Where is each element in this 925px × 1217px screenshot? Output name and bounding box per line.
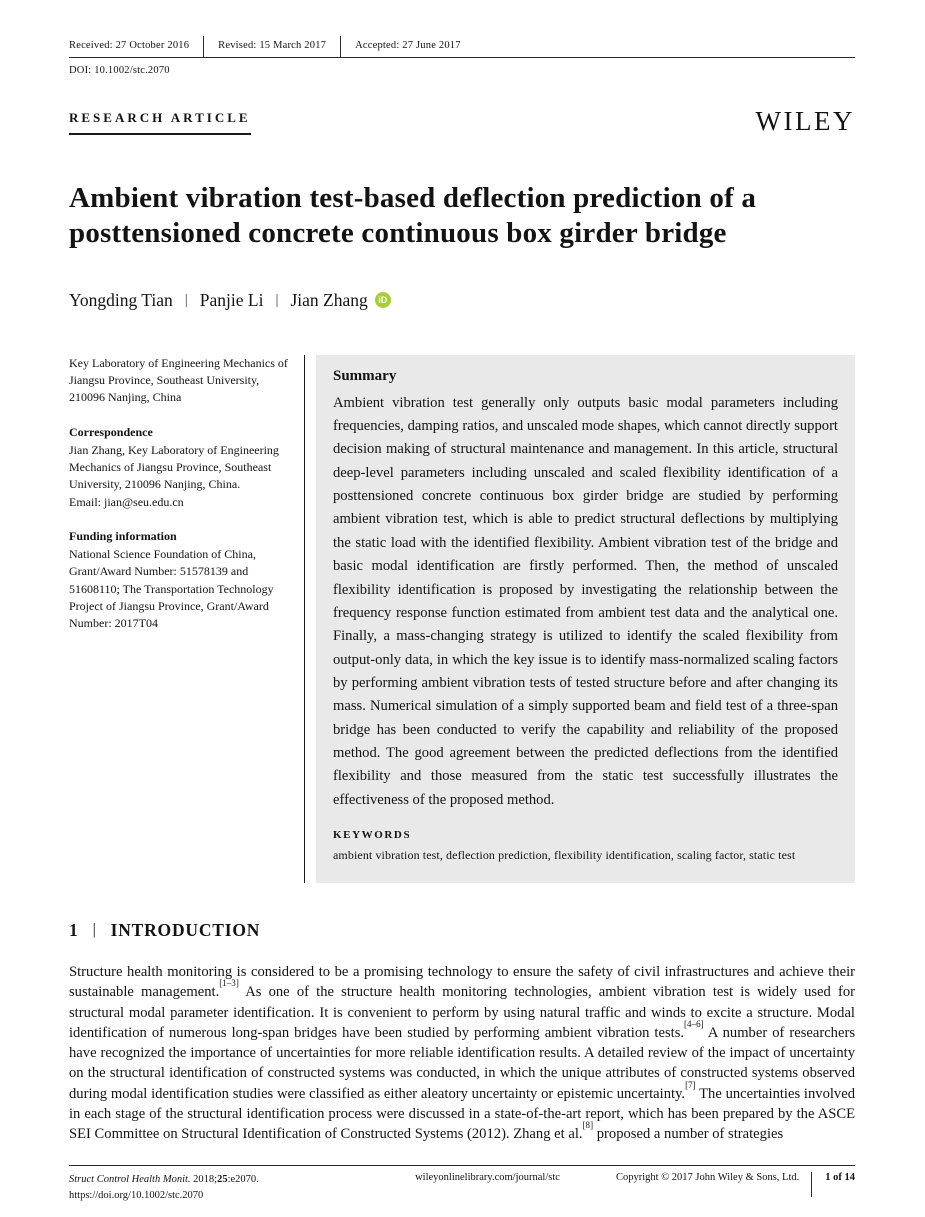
correspondence-text: Jian Zhang, Key Laboratory of Engineering Mechanics of Jiangsu Province, Southeast University, 210096 Nanjing, China. — [69, 442, 279, 492]
footer-doi-url[interactable]: https://doi.org/10.1002/stc.2070 — [69, 1190, 204, 1202]
correspondence-block — [69, 424, 291, 511]
email-link[interactable]: Email: jian@seu.edu.cn — [69, 494, 184, 509]
keywords-heading: KEYWORDS — [333, 828, 412, 841]
section-number: 1 — [69, 919, 79, 940]
received-date: Received: 27 October 2016 — [69, 40, 190, 51]
article-page — [69, 36, 855, 1144]
affiliation-text: Key Laboratory of Engineering Mechanics of Jiangsu Province, Southeast University, 210096 Nanjing, China — [69, 355, 288, 405]
keywords-text: ambient vibration test, deflection prediction, flexibility identification, scaling factor, static test — [333, 847, 796, 862]
summary-box — [316, 355, 855, 883]
funding-heading: Funding information — [69, 528, 177, 543]
revised-date: Revised: 15 March 2017 — [203, 36, 340, 57]
citation-volume: 25 — [217, 1174, 228, 1185]
copyright-text: Copyright © 2017 John Wiley & Sons, Ltd. — [616, 1172, 800, 1183]
section-heading — [69, 920, 855, 941]
wiley-logo: WILEY — [755, 106, 855, 136]
page-title: Ambient vibration test-based deflection prediction of a posttensioned concrete continuous box girder bridge — [69, 182, 757, 250]
accepted-date: Accepted: 27 June 2017 — [340, 36, 475, 57]
author-name: Panjie Li — [199, 289, 264, 310]
type-brand-row — [69, 108, 855, 135]
funding-block — [69, 528, 291, 633]
author-name: Jian Zhang — [290, 289, 368, 310]
info-row — [69, 355, 855, 883]
affiliation-block — [69, 355, 291, 407]
article-type-label: RESEARCH ARTICLE — [69, 110, 251, 135]
author-name: Yongding Tian — [69, 289, 173, 310]
footer-citation — [69, 1172, 359, 1205]
journal-name: Struct Control Health Monit. — [69, 1174, 191, 1185]
citation-year: 2018; — [193, 1174, 218, 1185]
correspondence-heading: Correspondence — [69, 424, 153, 439]
doi-line: DOI: 10.1002/stc.2070 — [69, 65, 170, 76]
dates-row — [69, 36, 855, 58]
section-title: INTRODUCTION — [110, 919, 261, 940]
funding-text: National Science Foundation of China, Grant/Award Number: 51578139 and 51608110; The Transportation Technology Project of Jiangsu Province, Grant/Award Number: 2017T04 — [69, 547, 274, 631]
author-separator: | — [275, 291, 279, 308]
footer-website[interactable]: wileyonlinelibrary.com/journal/stc — [415, 1172, 560, 1183]
sidebar — [69, 355, 291, 883]
page-footer — [69, 1165, 855, 1205]
orcid-icon[interactable]: iD — [375, 292, 391, 308]
section-separator: | — [92, 921, 97, 939]
author-separator: | — [184, 291, 188, 308]
summary-heading: Summary — [333, 367, 397, 384]
page-number: 1 of 14 — [811, 1172, 855, 1197]
footer-right — [616, 1172, 855, 1197]
authors-line — [69, 290, 855, 311]
citation-rest: :e2070. — [227, 1174, 259, 1185]
intro-paragraph: Structure health monitoring is considered to be a promising technology to ensure the safety of civil infrastructures and achieve their sustainable management.[1–3] As one of the structure health monitoring technologies, ambient vibration test is widely used for structural modal parameter identification. It is convenient to perform by using natural traffic and winds to excite a structure. Modal identification of numerous long-span bridges have been studied by performing ambient vibration tests.[4–6] A number of researchers have recognized the importance of uncertainties for more reliable identification results. A detailed review of the impact of uncertainty on the structural identification of constructed systems was conducted, in which the unique attributes of constructed systems observed during modal identification studies were classified as either aleatory uncertainty or epistemic uncertainty.[7] The uncertainties involved in each stage of the structural identification process were discussed in a state-of-the-art report, which has been prepared by the ASCE SEI Committee on Structural Identification of Constructed Systems (2012). Zhang et al.[8] proposed a number of strategies — [69, 963, 855, 1143]
sidebar-summary-divider — [304, 355, 305, 883]
summary-text: Ambient vibration test generally only outputs basic modal parameters including frequencies, damping ratios, and unscaled mode shapes, which cannot directly support decision making of structural maintenance and management. In this article, structural deep-level parameters including unscaled and scaled flexibility identification of a posttensioned concrete continuous box girder bridge are studied by performing ambient vibration test, which is able to predict structural deflections by multiplying the static load with the identified flexibility. Ambient vibration test of the bridge and basic modal identification are firstly performed. Then, the method of unscaled flexibility identification is proposed by investigating the relationship between the frequency response function estimated from ambient test data and the analytical one. Finally, a mass-changing strategy is utilized to identify the scaled flexibility from output-only data, in which the key issue is to identify mass-normalized scaling factors by performing ambient vibration tests of tested structure before and after changing its mass. Numerical simulation of a simply supported beam and field test of a three-span bridge has been conducted to verify the capability and reliability of the proposed method. The good agreement between the predicted deflections from the identified flexibility and those measured from the static test successfully illustrates the effectiveness of the proposed method. — [333, 394, 838, 808]
